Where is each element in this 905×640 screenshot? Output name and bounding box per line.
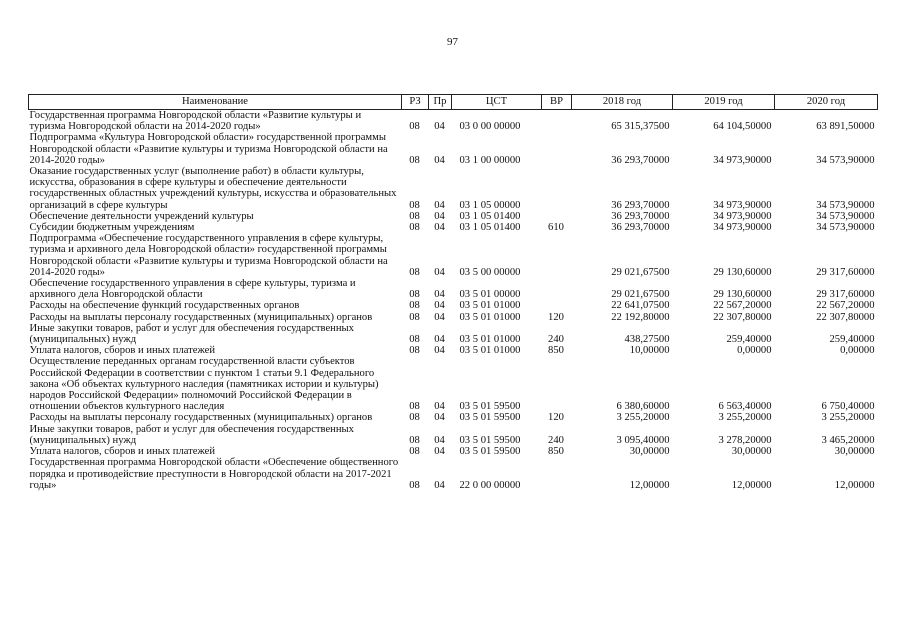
row-name-cell: Расходы на обеспечение функций государственных органов — [29, 300, 300, 312]
pr-cell: 04 — [434, 412, 445, 424]
vr-cell — [542, 132, 572, 166]
pr-cell: 04 — [434, 345, 445, 357]
amount-2019-cell: 0,00000 — [737, 345, 772, 357]
pr-cell: 04 — [434, 311, 445, 323]
pr-cell: 04 — [434, 300, 445, 312]
vr-cell: 610 — [548, 222, 564, 234]
rz-cell: 08 — [409, 446, 420, 458]
table-row — [29, 345, 878, 356]
amount-2019-cell: 64 104,50000 — [713, 121, 772, 133]
amount-2020-cell: 259,40000 — [829, 334, 875, 346]
table-row — [29, 312, 878, 323]
amount-2019-cell: 34 973,90000 — [713, 210, 772, 222]
vr-cell — [542, 233, 572, 278]
amount-2019-cell: 34 973,90000 — [713, 199, 772, 211]
amount-2020-cell: 6 750,40000 — [821, 401, 875, 413]
amount-2018-cell: 3 255,20000 — [616, 412, 670, 424]
amount-2019-cell: 22 307,80000 — [713, 311, 772, 323]
vr-cell — [542, 211, 572, 222]
vr-cell: 240 — [548, 334, 564, 346]
cst-cell: 03 5 01 59500 — [459, 434, 521, 446]
pr-cell: 04 — [434, 446, 445, 458]
row-name-cell: Субсидии бюджетным учреждениям — [29, 222, 195, 234]
amount-2019-cell: 3 278,20000 — [718, 434, 772, 446]
vr-cell — [542, 457, 572, 491]
amount-2018-cell: 12,00000 — [629, 479, 670, 491]
row-name-cell: Обеспечение государственного управления в сфере культуры, туризма и архивного дела Новгородской области — [29, 278, 356, 301]
vr-cell: 850 — [548, 446, 564, 458]
cst-cell: 03 1 05 01400 — [459, 222, 521, 234]
column-header-pr: Пр — [429, 95, 452, 110]
rz-cell: 08 — [409, 412, 420, 424]
amount-2020-cell: 3 465,20000 — [821, 434, 875, 446]
column-header-2020: 2020 год — [775, 95, 878, 110]
amount-2020-cell: 29 317,60000 — [816, 266, 875, 278]
rz-cell: 08 — [409, 345, 420, 357]
cst-cell: 03 5 01 59500 — [459, 401, 521, 413]
table-row — [29, 166, 878, 211]
column-header-name: Наименование — [29, 95, 402, 110]
row-name-cell: Обеспечение деятельности учреждений культуры — [29, 210, 254, 222]
table-row — [29, 446, 878, 457]
amount-2020-cell: 29 317,60000 — [816, 289, 875, 301]
budget-table — [28, 94, 878, 491]
amount-2020-cell: 34 573,90000 — [816, 199, 875, 211]
amount-2019-cell: 29 130,60000 — [713, 289, 772, 301]
rz-cell: 08 — [409, 334, 420, 346]
amount-2020-cell: 22 307,80000 — [816, 311, 875, 323]
row-name-cell: Подпрограмма «Культура Новгородской области» государственной программы Новгородской области «Развитие культуры и туризма Новгородской области на 2014-2020 годы» — [29, 132, 388, 166]
rz-cell: 08 — [409, 434, 420, 446]
pr-cell: 04 — [434, 266, 445, 278]
table-row — [29, 323, 878, 345]
table-row — [29, 211, 878, 222]
amount-2018-cell: 29 021,67500 — [611, 289, 670, 301]
pr-cell: 04 — [434, 289, 445, 301]
amount-2019-cell: 3 255,20000 — [718, 412, 772, 424]
amount-2020-cell: 3 255,20000 — [821, 412, 875, 424]
amount-2019-cell: 6 563,40000 — [718, 401, 772, 413]
amount-2020-cell: 63 891,50000 — [816, 121, 875, 133]
row-name-cell: Уплата налогов, сборов и иных платежей — [29, 345, 216, 357]
vr-cell: 120 — [548, 412, 564, 424]
pr-cell: 04 — [434, 199, 445, 211]
rz-cell: 08 — [409, 289, 420, 301]
amount-2018-cell: 22 641,07500 — [611, 300, 670, 312]
table-row — [29, 110, 878, 133]
column-header-2018: 2018 год — [572, 95, 673, 110]
rz-cell: 08 — [409, 300, 420, 312]
cst-cell: 22 0 00 00000 — [459, 479, 521, 491]
table-body — [29, 110, 878, 491]
column-header-cst: ЦСТ — [452, 95, 542, 110]
rz-cell: 08 — [409, 199, 420, 211]
table-header-row — [29, 95, 878, 110]
amount-2020-cell: 0,00000 — [840, 345, 875, 357]
cst-cell: 03 5 01 01000 — [459, 334, 521, 346]
amount-2019-cell: 30,00000 — [731, 446, 772, 458]
cst-cell: 03 0 00 00000 — [459, 121, 521, 133]
amount-2020-cell: 34 573,90000 — [816, 210, 875, 222]
row-name-cell: Иные закупки товаров, работ и услуг для обеспечения государственных (муниципальных) нужд — [29, 322, 354, 346]
amount-2019-cell: 259,40000 — [726, 334, 772, 346]
table-row — [29, 300, 878, 311]
vr-cell: 850 — [548, 345, 564, 357]
amount-2018-cell: 30,00000 — [629, 446, 670, 458]
table-row — [29, 278, 878, 300]
pr-cell: 04 — [434, 121, 445, 133]
amount-2019-cell: 12,00000 — [731, 479, 772, 491]
amount-2019-cell: 34 973,90000 — [713, 222, 772, 234]
amount-2020-cell: 22 567,20000 — [816, 300, 875, 312]
amount-2020-cell: 34 573,90000 — [816, 222, 875, 234]
vr-cell — [542, 300, 572, 311]
rz-cell: 08 — [409, 401, 420, 413]
vr-cell: 240 — [548, 434, 564, 446]
amount-2018-cell: 3 095,40000 — [616, 434, 670, 446]
table-row — [29, 222, 878, 233]
vr-cell — [542, 110, 572, 133]
rz-cell: 08 — [409, 154, 420, 166]
cst-cell: 03 5 01 01000 — [459, 345, 521, 357]
pr-cell: 04 — [434, 479, 445, 491]
amount-2019-cell: 34 973,90000 — [713, 154, 772, 166]
rz-cell: 08 — [409, 222, 420, 234]
vr-cell — [542, 278, 572, 300]
cst-cell: 03 5 01 01000 — [459, 311, 521, 323]
row-name-cell: Расходы на выплаты персоналу государственных (муниципальных) органов — [29, 412, 373, 424]
table-row — [29, 233, 878, 278]
pr-cell: 04 — [434, 334, 445, 346]
vr-cell — [542, 166, 572, 211]
table-row — [29, 356, 878, 412]
amount-2018-cell: 6 380,60000 — [616, 401, 670, 413]
row-name-cell: Уплата налогов, сборов и иных платежей — [29, 446, 216, 458]
table-row — [29, 424, 878, 446]
amount-2018-cell: 22 192,80000 — [611, 311, 670, 323]
row-name-cell: Осуществление переданных органам государственной власти субъектов Российской Федерации в соответствии с пунктом 1 статьи 9.1 Федерального закона «Об объектах культурного наследия (памятниках истории и культуры) народов Российской Федерации» полномочий Российской Федерации в отношении объектов культурного наследия — [29, 356, 379, 413]
page-number: 97 — [447, 36, 458, 48]
cst-cell: 03 1 05 00000 — [459, 199, 521, 211]
row-name-cell: Государственная программа Новгородской области «Обеспечение общественного порядка и противодействие преступности в Новгородской области на 2017-2021 годы» — [29, 457, 399, 491]
cst-cell: 03 5 01 00000 — [459, 289, 521, 301]
pr-cell: 04 — [434, 210, 445, 222]
amount-2018-cell: 36 293,70000 — [611, 199, 670, 211]
pr-cell: 04 — [434, 434, 445, 446]
amount-2018-cell: 36 293,70000 — [611, 222, 670, 234]
pr-cell: 04 — [434, 222, 445, 234]
table-row — [29, 132, 878, 166]
cst-cell: 03 1 05 01400 — [459, 210, 521, 222]
amount-2018-cell: 65 315,37500 — [611, 121, 670, 133]
cst-cell: 03 5 01 59500 — [459, 412, 521, 424]
row-name-cell: Оказание государственных услуг (выполнение работ) в области культуры, искусства, образования в сфере культуры и обеспечение деятельности государственных областных учреждений культуры, искусства и образовательных организаций в сфере культуры — [29, 166, 397, 211]
rz-cell: 08 — [409, 266, 420, 278]
pr-cell: 04 — [434, 401, 445, 413]
cst-cell: 03 5 00 00000 — [459, 266, 521, 278]
row-name-cell: Подпрограмма «Обеспечение государственного управления в сфере культуры, туризма и архивного дела Новгородской области» государственной программы Новгородской области «Развитие культуры и туризма Новгородской области на 2014-2020 годы» — [29, 233, 388, 278]
vr-cell — [542, 356, 572, 412]
rz-cell: 08 — [409, 479, 420, 491]
row-name-cell: Расходы на выплаты персоналу государственных (муниципальных) органов — [29, 311, 373, 323]
rz-cell: 08 — [409, 210, 420, 222]
row-name-cell: Государственная программа Новгородской области «Развитие культуры и туризма Новгородской области на 2014-2020 годы» — [29, 110, 362, 133]
amount-2019-cell: 29 130,60000 — [713, 266, 772, 278]
amount-2019-cell: 22 567,20000 — [713, 300, 772, 312]
table-row — [29, 412, 878, 423]
cst-cell: 03 5 01 01000 — [459, 300, 521, 312]
column-header-vr: ВР — [542, 95, 572, 110]
table-row — [29, 457, 878, 491]
pr-cell: 04 — [434, 154, 445, 166]
amount-2018-cell: 10,00000 — [629, 345, 670, 357]
amount-2018-cell: 36 293,70000 — [611, 210, 670, 222]
amount-2018-cell: 36 293,70000 — [611, 154, 670, 166]
rz-cell: 08 — [409, 121, 420, 133]
amount-2018-cell: 438,27500 — [624, 334, 670, 346]
cst-cell: 03 5 01 59500 — [459, 446, 521, 458]
rz-cell: 08 — [409, 311, 420, 323]
amount-2018-cell: 29 021,67500 — [611, 266, 670, 278]
amount-2020-cell: 34 573,90000 — [816, 154, 875, 166]
cst-cell: 03 1 00 00000 — [459, 154, 521, 166]
amount-2020-cell: 12,00000 — [834, 479, 875, 491]
row-name-cell: Иные закупки товаров, работ и услуг для обеспечения государственных (муниципальных) нужд — [29, 423, 354, 446]
column-header-2019: 2019 год — [673, 95, 775, 110]
column-header-rz: РЗ — [402, 95, 429, 110]
amount-2020-cell: 30,00000 — [834, 446, 875, 458]
vr-cell: 120 — [548, 311, 564, 323]
